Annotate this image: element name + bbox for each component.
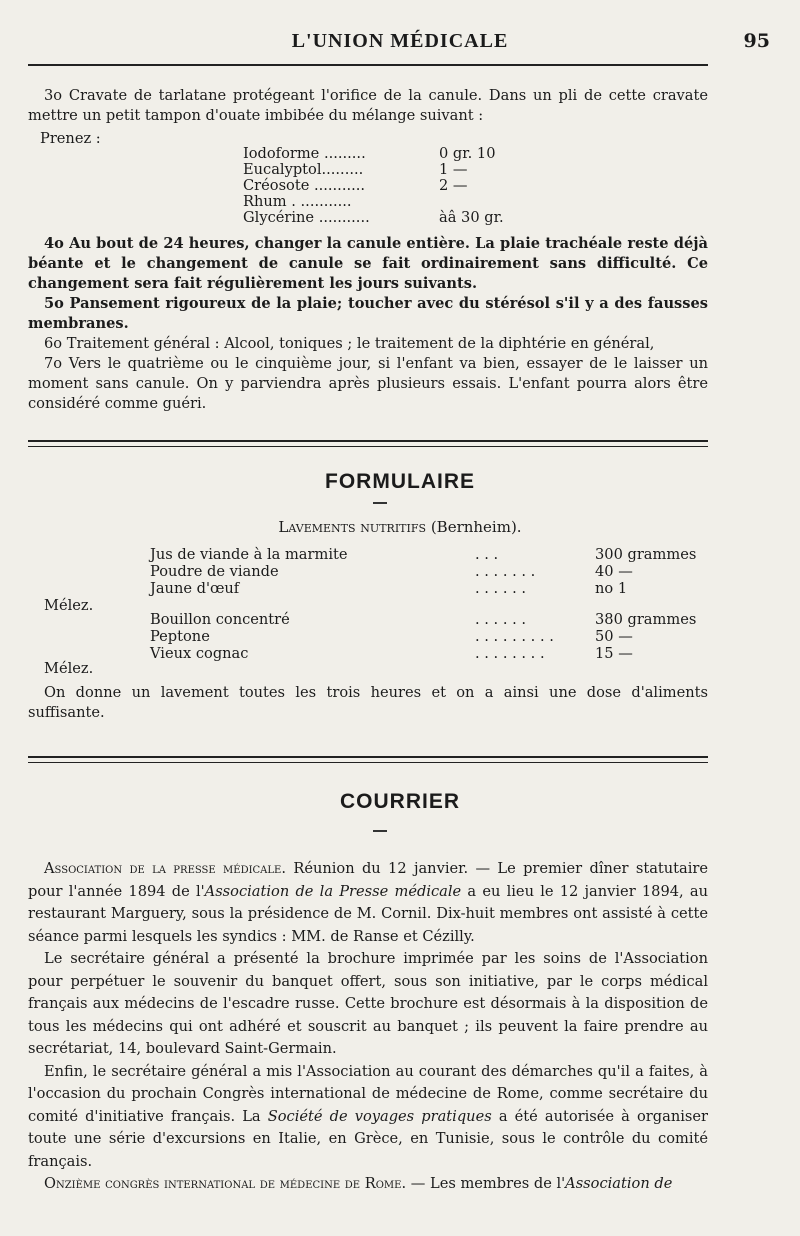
items-4-7	[28, 234, 708, 414]
leader-dots: . . . . . . . .	[475, 645, 545, 662]
melez-2: Mélez.	[44, 660, 94, 677]
rubric-head: Onzième congrès international de médecine de Rome.	[44, 1175, 407, 1192]
ingredient: Poudre de viande	[150, 563, 279, 580]
section-rule	[28, 756, 708, 758]
recipe-name: Créosote ...........	[243, 177, 366, 194]
recipe-qty: 0 gr. 10	[439, 145, 496, 162]
courrier-paragraph-1	[28, 858, 708, 948]
title-dash	[373, 830, 387, 832]
subtitle-smallcaps: Lavements nutritifs	[278, 518, 427, 536]
recipe-row	[243, 194, 504, 210]
header-rule	[28, 64, 708, 66]
recipe-name: Rhum . ...........	[243, 193, 352, 210]
recipe-qty: 1 —	[439, 161, 468, 178]
section-rule	[28, 440, 708, 442]
courrier-paragraph-4	[28, 1173, 708, 1196]
prenez-label: Prenez :	[40, 130, 101, 147]
section-rule	[28, 446, 708, 447]
quantity: no 1	[595, 580, 628, 597]
courrier-paragraph-3	[28, 1061, 708, 1174]
recipe-list	[243, 146, 504, 226]
formulaire-subtitle	[0, 518, 800, 536]
ingredient: Jaune d'œuf	[150, 580, 240, 597]
text-run: a été autorisée à organiser toute une série d'excursions en Italie, en Grèce, en Tunisie, sous le contrôle du comité français.	[28, 1107, 708, 1170]
recipe-name: Glycérine ...........	[243, 209, 370, 226]
item-7: 7o Vers le quatrième ou le cinquième jour, si l'enfant va bien, essayer de le laisser un moment sans canule. On y parviendra après plusieurs essais. L'enfant pourra alors être considéré comme guéri.	[28, 355, 708, 412]
courrier-title: COURRIER	[339, 790, 460, 813]
recipe-row	[243, 162, 504, 178]
formula-row	[150, 628, 696, 645]
leader-dots: . . . . . . . . .	[475, 628, 554, 645]
recipe-qty: àâ 30 gr.	[439, 209, 504, 226]
formula-row	[150, 580, 696, 597]
quantity: 380 grammes	[595, 611, 697, 628]
recipe-row	[243, 146, 504, 162]
text-run: — Les membres de l'	[406, 1175, 566, 1192]
recipe-name: Iodoforme .........	[243, 145, 366, 162]
section-rule	[28, 762, 708, 763]
formula-row	[150, 563, 696, 580]
quantity: 40 —	[595, 563, 633, 580]
recipe-qty: 2 —	[439, 177, 468, 194]
item-5: 5o Pansement rigoureux de la plaie; toucher avec du stérésol s'il y a des fausses membranes.	[28, 295, 708, 332]
ingredient: Jus de viande à la marmite	[150, 546, 348, 563]
leader-dots: . . . . . . .	[475, 563, 536, 580]
formula-group-2	[150, 611, 696, 662]
formulaire-title: FORMULAIRE	[325, 470, 475, 493]
formula-row	[150, 546, 696, 563]
recipe-name: Eucalyptol.........	[243, 161, 364, 178]
note-text: On donne un lavement toutes les trois heures et on a ainsi une dose d'aliments suffisante.	[28, 684, 708, 721]
emphasis: Société de voyages pratiques	[267, 1107, 492, 1125]
courrier-body	[28, 858, 708, 1196]
melez-1: Mélez.	[44, 597, 94, 614]
item-4: 4o Au bout de 24 heures, changer la canule entière. La plaie trachéale reste déjà béante et le changement de canule se fait ordinairement sans difficulté. Ce changement sera fait régulièrement les jours suivants.	[28, 235, 708, 292]
item-3-text: 3o Cravate de tarlatane protégeant l'orifice de la canule. Dans un pli de cette cravate mettre un petit tampon d'ouate imbibée du mélange suivant :	[28, 87, 708, 124]
quantity: 50 —	[595, 628, 633, 645]
ingredient: Bouillon concentré	[150, 611, 290, 628]
quantity: 300 grammes	[595, 546, 697, 563]
text-run: Réunion du 12 janvier. — Le premier dîner statutaire pour l'année 1894 de l'	[28, 860, 709, 900]
formulaire-note	[28, 683, 708, 723]
formula-row	[150, 645, 696, 662]
formula-row	[150, 611, 696, 628]
emphasis: Association de	[565, 1175, 673, 1192]
ingredient: Vieux cognac	[150, 645, 249, 662]
journal-title: L'UNION MÉDICALE	[291, 30, 509, 52]
title-dash	[373, 502, 387, 504]
page-number: 95	[743, 30, 770, 52]
quantity: 15 —	[595, 645, 633, 662]
formula-group-1	[150, 546, 696, 597]
ingredient: Peptone	[150, 628, 210, 645]
running-header	[30, 30, 770, 56]
recipe-row	[243, 210, 504, 226]
leader-dots: . . . . . .	[475, 611, 527, 628]
text-run: a eu lieu le 12 janvier 1894, au restaurant Marguery, sous la présidence de M. Cornil. Dix-huit membres ont assisté à cette séance parmi lesquels les syndics : MM. de Ranse et Cézilly.	[28, 882, 708, 945]
item-6: 6o Traitement général : Alcool, toniques ; le traitement de la diphtérie en général,	[44, 335, 655, 352]
rubric-head: Association de la presse médicale.	[44, 860, 286, 877]
emphasis: Association de la Presse médicale	[204, 882, 462, 900]
item-3	[28, 86, 708, 126]
leader-dots: . . .	[475, 546, 499, 563]
text-run: Enfin, le secrétaire général a mis l'Association au courant des démarches qu'il a faites, à l'occasion du prochain Congrès international de médecine de Rome, comme secrétaire du comité d'initiative français. La	[28, 1062, 708, 1125]
courrier-paragraph-2: Le secrétaire général a présenté la brochure imprimée par les soins de l'Association pour perpétuer le souvenir du banquet offert, sous son initiative, par le corps médical français aux médecins de l'escadre russe. Cette brochure est désormais à la disposition de tous les médecins qui ont adhéré et souscrit au banquet ; ils peuvent la faire prendre au secrétariat, 14, boulevard Saint-Germain.	[28, 950, 708, 1057]
subtitle-author: (Bernheim).	[430, 518, 522, 536]
leader-dots: . . . . . .	[475, 580, 527, 597]
recipe-row	[243, 178, 504, 194]
